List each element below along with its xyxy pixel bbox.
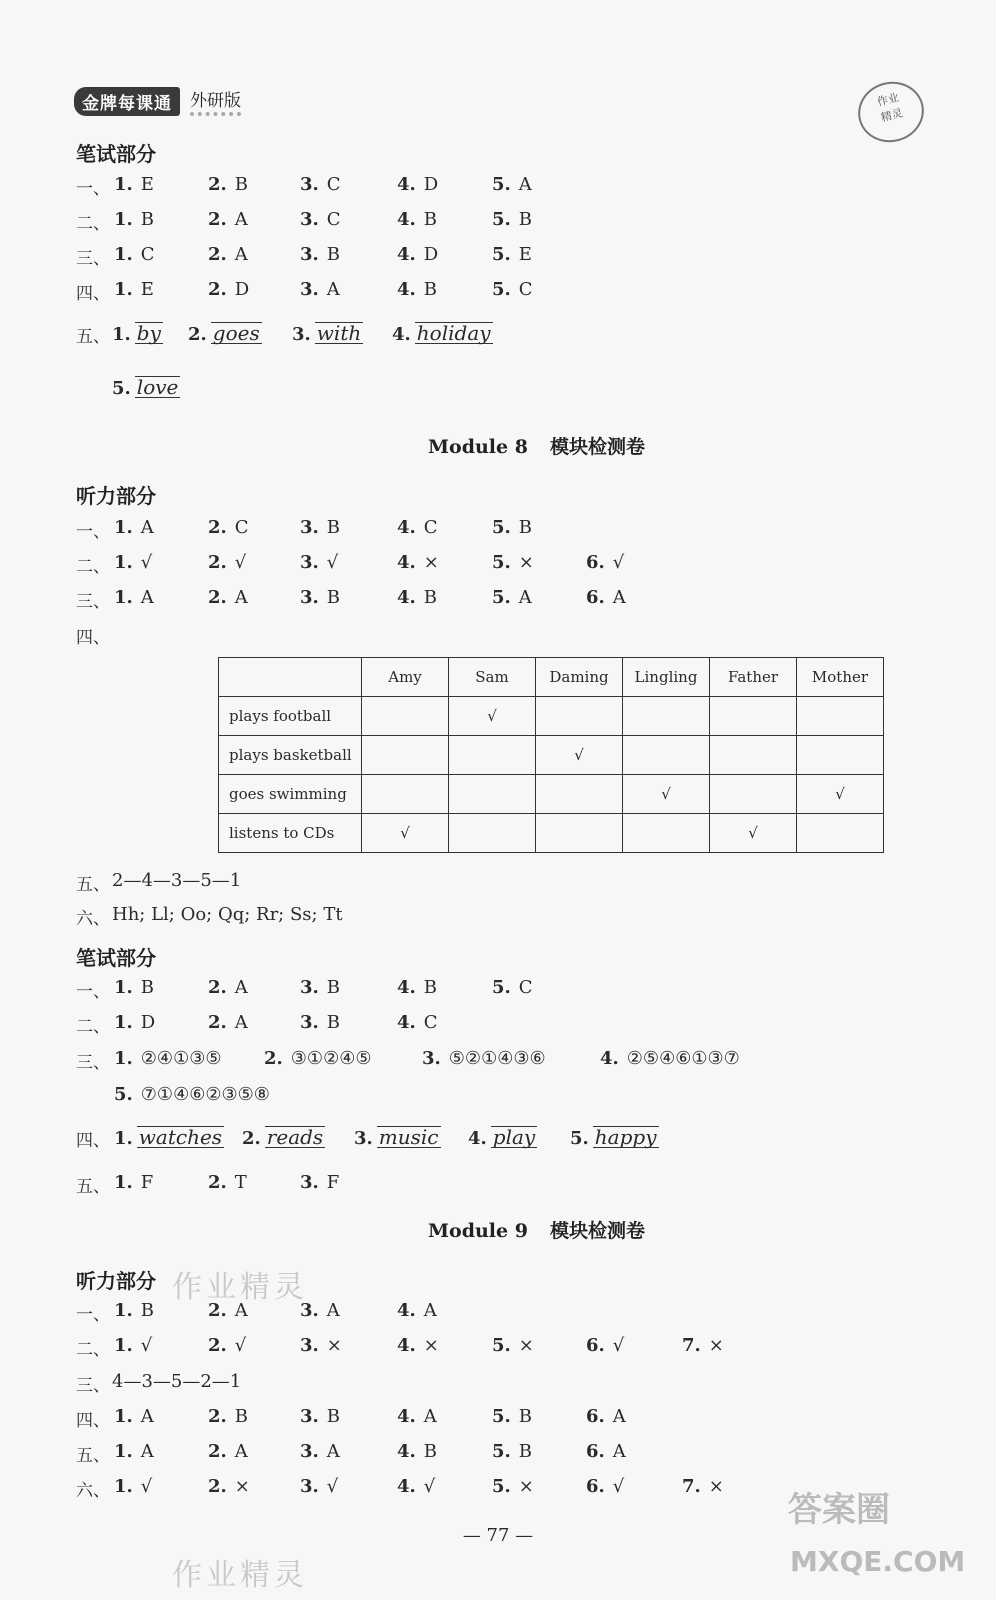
answer-item: 2. A — [208, 1300, 248, 1321]
answer-item: 4. √ — [397, 1476, 436, 1497]
answer-item: 4. holiday — [392, 321, 491, 345]
answer-item: 1. √ — [114, 1476, 153, 1497]
answer-item: 6. √ — [586, 1335, 625, 1356]
answer-item: 3. B — [300, 587, 341, 608]
answer-item: 1. A — [114, 587, 154, 608]
answer-item: 4. × — [397, 1335, 439, 1356]
answer-item: 1. E — [114, 174, 154, 195]
answer-item: 1. E — [114, 279, 154, 300]
answer-item: 1. by — [112, 321, 161, 345]
answer-row — [76, 517, 976, 541]
book-banner — [74, 88, 241, 114]
answer-table — [218, 657, 884, 853]
table-header: Father — [710, 658, 797, 697]
answer-item: 2. A — [208, 587, 248, 608]
answer-row-write: 四、 1. watches 2. reads 3. music 4. play 5. happy — [76, 1125, 657, 1151]
answer-item: 3. B — [300, 517, 341, 538]
table-cell — [536, 814, 623, 853]
table-cell: √ — [536, 736, 623, 775]
answer-item: 3. C — [300, 174, 341, 195]
answer-item: 2. T — [208, 1172, 247, 1193]
answer-item: 3. × — [300, 1335, 342, 1356]
answer-item: 1. A — [114, 1406, 154, 1427]
answer-item: 5. A — [492, 174, 532, 195]
question-number: 一、 — [76, 1305, 110, 1325]
answer-item: 5. love — [112, 375, 179, 399]
table-cell — [449, 775, 536, 814]
row-label: plays football — [219, 697, 362, 736]
question-number: 二、 — [76, 557, 110, 577]
answer-row — [76, 174, 976, 198]
answer-item: 4. A — [397, 1300, 437, 1321]
table-cell — [623, 697, 710, 736]
answer-item: 5. × — [492, 1476, 534, 1497]
answer-row-order: 三、 4—3—5—2—1 — [76, 1371, 242, 1396]
answer-item: 1. √ — [114, 1335, 153, 1356]
answer-item: 4. D — [397, 244, 439, 265]
logo-stamp: 作业 精灵 — [852, 75, 931, 149]
answer-item: 4. B — [397, 209, 438, 230]
answer-item: 4. C — [397, 517, 438, 538]
answer-item: 4. play — [468, 1125, 536, 1149]
question-number: 一、 — [76, 179, 110, 199]
question-number: 三、 — [76, 249, 110, 269]
answer-item: 1. √ — [114, 552, 153, 573]
watermark-text: 作业精灵 — [172, 1558, 308, 1593]
answer-item: 6. A — [586, 1406, 626, 1427]
answer-item: 6. √ — [586, 1476, 625, 1497]
question-number: 二、 — [76, 1340, 110, 1360]
question-number: 四、 — [76, 284, 110, 304]
question-number: 六、 — [76, 1481, 110, 1501]
answer-item: 5. B — [492, 1441, 533, 1462]
table-cell — [710, 775, 797, 814]
watermark-url: MXQE.COM — [790, 1545, 966, 1578]
answer-item: 3. B — [300, 1012, 341, 1033]
answer-row — [76, 552, 976, 576]
table-header: Lingling — [623, 658, 710, 697]
table-row — [219, 736, 884, 775]
answer-item: 5. ⑦①④⑥②③⑤⑧ — [114, 1084, 270, 1105]
table-cell — [362, 736, 449, 775]
answer-row — [76, 1335, 976, 1359]
answer-item: 5. × — [492, 552, 534, 573]
written-title: 笔试部分 — [76, 946, 156, 970]
answer-row — [76, 244, 976, 268]
answer-item: 3. √ — [300, 552, 339, 573]
answer-item: 5. E — [492, 244, 532, 265]
table-cell — [797, 736, 884, 775]
answer-item: 3. A — [300, 1300, 340, 1321]
answer-item: 4. B — [397, 587, 438, 608]
answer-row — [76, 587, 976, 611]
answer-item: 2. goes — [188, 321, 260, 345]
answer-item: 2. √ — [208, 552, 247, 573]
table-cell: √ — [623, 775, 710, 814]
answer-row — [76, 1012, 976, 1036]
answer-item: 7. × — [682, 1335, 724, 1356]
answer-row — [76, 977, 976, 1001]
table-corner — [219, 658, 362, 697]
answer-row — [76, 1300, 976, 1324]
answer-item: 4. D — [397, 174, 439, 195]
answer-row-order: 五、 2—4—3—5—1 — [76, 870, 242, 895]
table-cell — [797, 814, 884, 853]
question-number: 五、 — [76, 1446, 110, 1466]
table-cell: √ — [449, 697, 536, 736]
answer-item: 2. A — [208, 1441, 248, 1462]
table-header: Amy — [362, 658, 449, 697]
table-cell: √ — [710, 814, 797, 853]
answer-item: 2. A — [208, 1012, 248, 1033]
answer-row-write: 五、 1. by 2. goes 3. with 4. holiday 5. love — [76, 321, 491, 399]
table-cell — [449, 814, 536, 853]
answer-row-sequence: 三、 1. ②④①③⑤ 2. ③①②④⑤ 3. ⑤②①④③⑥ 4. ②⑤④⑥①③⑦ 5. ⑦①④⑥②③⑤⑧ — [76, 1048, 740, 1105]
section-title: 笔试部分 — [76, 142, 156, 166]
answer-item: 3. with — [292, 321, 362, 345]
table-cell — [536, 775, 623, 814]
table-header: Daming — [536, 658, 623, 697]
row-label: goes swimming — [219, 775, 362, 814]
answer-item: 5. B — [492, 517, 533, 538]
answer-item: 1. D — [114, 1012, 156, 1033]
answer-item: 5. × — [492, 1335, 534, 1356]
watermark-text: 作业精灵 — [172, 1270, 308, 1305]
answer-item: 2. reads — [242, 1125, 324, 1149]
answer-item: 5. happy — [570, 1125, 657, 1149]
module-9-title: Module 9 模块检测卷 — [428, 1220, 645, 1242]
answer-item: 2. √ — [208, 1335, 247, 1356]
table-cell — [710, 736, 797, 775]
answer-item: 2. B — [208, 1406, 249, 1427]
answer-item: 1. A — [114, 1441, 154, 1462]
question-number: 二、 — [76, 214, 110, 234]
answer-item: 5. B — [492, 1406, 533, 1427]
listening-title: 听力部分 — [76, 1269, 156, 1293]
module-8-title: Module 8 模块检测卷 — [428, 436, 645, 458]
answer-item: 1. watches — [114, 1125, 223, 1149]
answer-item: 3. B — [300, 977, 341, 998]
answer-item: 4. B — [397, 1441, 438, 1462]
answer-item: 7. × — [682, 1476, 724, 1497]
answer-item: 3. B — [300, 244, 341, 265]
table-row — [219, 697, 884, 736]
answer-row — [76, 1406, 976, 1430]
answer-item: 2. × — [208, 1476, 250, 1497]
answer-item: 1. B — [114, 1300, 155, 1321]
table-row — [219, 775, 884, 814]
table-cell — [623, 736, 710, 775]
table-cell — [710, 697, 797, 736]
answer-item: 1. ②④①③⑤ — [114, 1048, 222, 1069]
table-cell — [362, 697, 449, 736]
table-cell — [536, 697, 623, 736]
answer-item: 4. A — [397, 1406, 437, 1427]
answer-item: 6. √ — [586, 552, 625, 573]
answer-row-letters: 六、 Hh; Ll; Oo; Qq; Rr; Ss; Tt — [76, 904, 343, 929]
answer-item: 1. F — [114, 1172, 154, 1193]
answer-item: 4. C — [397, 1012, 438, 1033]
table-cell — [623, 814, 710, 853]
question-number: 三、 — [76, 592, 110, 612]
edition-label: 外研版 — [190, 86, 241, 116]
watermark-brand: 答案圈 — [788, 1490, 890, 1530]
answer-item: 2. D — [208, 279, 250, 300]
answer-item: 2. A — [208, 244, 248, 265]
table-cell — [362, 775, 449, 814]
answer-item: 2. A — [208, 977, 248, 998]
table-header: Mother — [797, 658, 884, 697]
answer-item: 2. C — [208, 517, 249, 538]
table-cell: √ — [797, 775, 884, 814]
table-header: Sam — [449, 658, 536, 697]
answer-item: 4. ②⑤④⑥①③⑦ — [600, 1048, 740, 1069]
question-number: 二、 — [76, 1017, 110, 1037]
question-number: 一、 — [76, 982, 110, 1002]
question-number: 一、 — [76, 522, 110, 542]
series-title: 金牌每课通 — [74, 87, 180, 116]
table-row — [219, 814, 884, 853]
answer-item: 3. A — [300, 279, 340, 300]
answer-item: 5. C — [492, 279, 533, 300]
answer-item: 4. × — [397, 552, 439, 573]
answer-item: 3. √ — [300, 1476, 339, 1497]
answer-item: 5. C — [492, 977, 533, 998]
answer-item: 3. ⑤②①④③⑥ — [422, 1048, 546, 1069]
answer-item: 4. B — [397, 977, 438, 998]
table-cell: √ — [362, 814, 449, 853]
table-cell — [449, 736, 536, 775]
answer-item: 6. A — [586, 1441, 626, 1462]
answer-item: 5. B — [492, 209, 533, 230]
answer-item: 3. F — [300, 1172, 340, 1193]
answer-row-tf: 五、 1. F 2. T 3. F — [76, 1172, 340, 1197]
answer-item: 2. ③①②④⑤ — [264, 1048, 372, 1069]
row-label: plays basketball — [219, 736, 362, 775]
table-cell — [797, 697, 884, 736]
answer-item: 3. A — [300, 1441, 340, 1462]
answer-item: 1. C — [114, 244, 155, 265]
answer-item: 2. B — [208, 174, 249, 195]
answer-item: 2. A — [208, 209, 248, 230]
answer-item: 4. B — [397, 279, 438, 300]
listening-title: 听力部分 — [76, 484, 156, 508]
answer-item: 1. B — [114, 977, 155, 998]
answer-item: 3. C — [300, 209, 341, 230]
page-number: — 77 — — [462, 1525, 534, 1546]
answer-item: 5. A — [492, 587, 532, 608]
answer-item: 1. A — [114, 517, 154, 538]
answer-row — [76, 209, 976, 233]
question-number: 四、 — [76, 1411, 110, 1431]
answer-row — [76, 1441, 976, 1465]
answer-item: 1. B — [114, 209, 155, 230]
answer-row — [76, 279, 976, 303]
row-label: listens to CDs — [219, 814, 362, 853]
answer-item: 3. B — [300, 1406, 341, 1427]
answer-item: 6. A — [586, 587, 626, 608]
answer-item: 3. music — [354, 1125, 439, 1149]
